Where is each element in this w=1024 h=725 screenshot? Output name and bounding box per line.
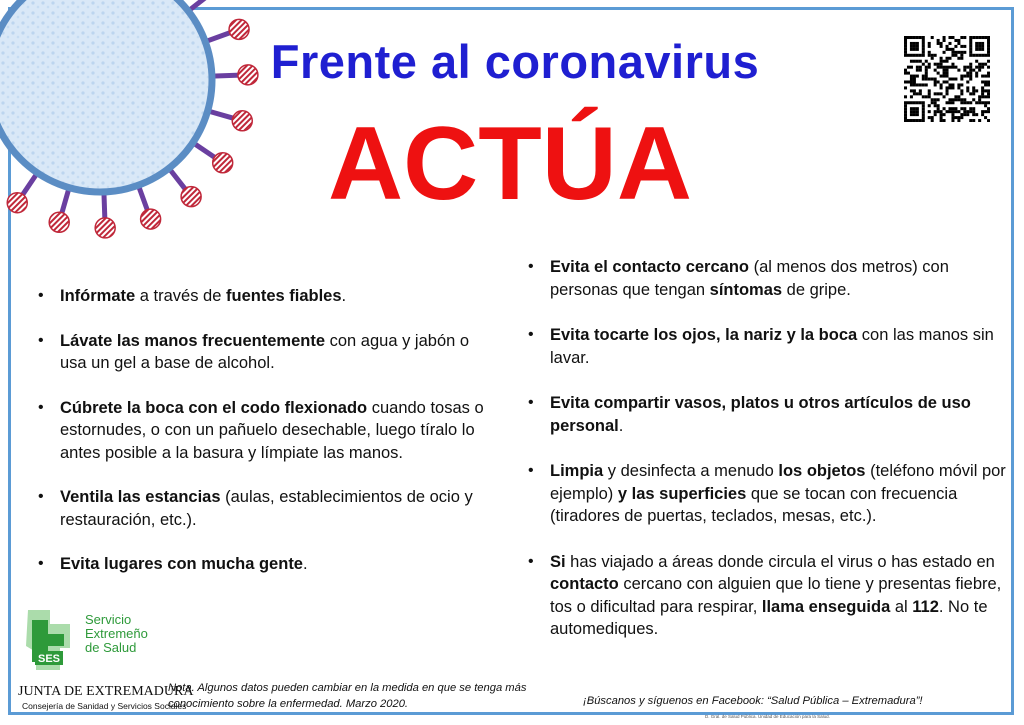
advice-text: has viajado a áreas donde circula el virus o has estado en: [565, 552, 995, 571]
advice-text: . No te automediques.: [550, 597, 988, 638]
advice-text: con agua y jabón o usa un gel a base de alcohol.: [60, 331, 470, 372]
junta-extremadura: JUNTA DE EXTREMADURA: [18, 684, 194, 699]
left-advice-list: [34, 285, 486, 598]
virus-spike-tip: [7, 193, 27, 213]
advice-emphasis: llama enseguida: [761, 597, 891, 616]
advice-emphasis: Evita lugares con mucha gente: [60, 555, 303, 573]
advice-emphasis: Lávate las manos frecuentemente: [60, 331, 326, 350]
advice-text: a través de: [135, 287, 226, 305]
advice-emphasis: los objetos: [778, 462, 866, 480]
advice-text: .: [303, 555, 308, 573]
virus-spike-tip: [213, 153, 233, 173]
right-advice-list: [524, 256, 1009, 664]
advice-text: .: [341, 287, 347, 305]
advice-text: cuando tosas o estornudes, o con un pañuelo desechable, luego tíralo lo antes posible a la basura y límpiate las manos.: [60, 398, 484, 462]
advice-emphasis: y las superficies: [617, 484, 747, 503]
advice-text: con las manos sin lavar.: [550, 326, 994, 367]
advice-item: [34, 486, 486, 531]
ses-line3: de Salud: [85, 640, 137, 655]
advice-item: [34, 285, 486, 308]
nota-text: Nota. Algunos datos pueden cambiar en la medida en que se tenga más conocimiento sobre la enfermedad. Marzo 2020.: [168, 682, 527, 710]
qr-code-icon[interactable]: [904, 36, 990, 122]
virus-spike: [138, 185, 148, 211]
virus-spike-tip: [229, 19, 249, 39]
advice-emphasis: síntomas: [709, 280, 783, 299]
ses-line2: Extremeño: [85, 626, 148, 641]
virus-spike: [22, 173, 38, 196]
advice-item: [524, 256, 1009, 301]
advice-text: que se tocan con frecuencia (tiradores de puertas, teclados, mesas, etc.).: [550, 484, 958, 525]
virus-spike-tip: [181, 187, 201, 207]
advice-emphasis: Evita el contacto cercano: [550, 258, 749, 276]
virus-spike: [212, 75, 240, 76]
advice-text: (al menos dos metros) con personas que tengan: [550, 258, 949, 299]
advice-emphasis: Cúbrete la boca con el codo flexionado: [60, 398, 368, 417]
advice-emphasis: Evita tocarte los ojos, la nariz y la boca: [550, 326, 858, 344]
virus-spike: [104, 192, 105, 220]
advice-item: [524, 460, 1009, 528]
advice-emphasis: Limpia: [550, 462, 604, 480]
ses-name: [85, 613, 148, 655]
advice-emphasis: Evita compartir vasos, platos u otros artículos de uso personal: [550, 394, 971, 435]
title-action: ACTÚA: [328, 106, 692, 222]
virus-spike-tip: [49, 212, 69, 232]
ses-line1: Servicio: [85, 612, 132, 627]
advice-item: [524, 551, 1009, 641]
advice-emphasis: contacto: [550, 575, 619, 593]
virus-spike: [205, 32, 231, 42]
advice-text: (teléfono móvil por ejemplo): [550, 462, 1006, 503]
advice-item: [34, 553, 486, 576]
virus-spike: [208, 111, 235, 119]
title-line1: Frente al coronavirus: [270, 35, 760, 88]
advice-emphasis: Ventila las estancias: [60, 488, 221, 506]
advice-text: (aulas, establecimientos de ocio y restauración, etc.).: [60, 488, 473, 529]
advice-text: y desinfecta a menudo: [603, 462, 779, 480]
virus-spike: [169, 168, 186, 190]
consejeria: Consejería de Sanidad y Servicios Sociales: [22, 701, 187, 711]
advice-text: .: [618, 416, 624, 435]
credit-text: D. Gral. de Salud Pública. Unidad de Educación para la Salud.: [705, 714, 830, 719]
advice-item: [524, 392, 1009, 437]
advice-item: [34, 330, 486, 375]
facebook-text[interactable]: ¡Búscanos y síguenos en Facebook: “Salud Pública – Extremadura”!: [583, 695, 923, 707]
virus-spike-tip: [141, 209, 161, 229]
virus-spike: [61, 188, 69, 215]
virus-spike: [193, 143, 216, 159]
virus-spike-tip: [95, 218, 115, 238]
advice-emphasis: Si: [550, 552, 566, 571]
advice-text: al: [890, 597, 913, 616]
ses-badge: SES: [37, 653, 61, 665]
virus-spike: [188, 0, 210, 11]
advice-text: cercano con alguien que lo tiene y presentas fiebre, tos o dificultad para respirar,: [550, 575, 1002, 616]
coronavirus-icon: [0, 0, 260, 260]
advice-item: [524, 324, 1009, 369]
advice-emphasis: fuentes fiables: [226, 287, 342, 305]
advice-emphasis: 112: [912, 597, 939, 616]
virus-body: [0, 0, 212, 192]
advice-emphasis: Infórmate: [60, 287, 136, 305]
advice-text: de gripe.: [782, 280, 851, 299]
virus-spike-tip: [232, 111, 252, 131]
advice-item: [34, 397, 486, 465]
